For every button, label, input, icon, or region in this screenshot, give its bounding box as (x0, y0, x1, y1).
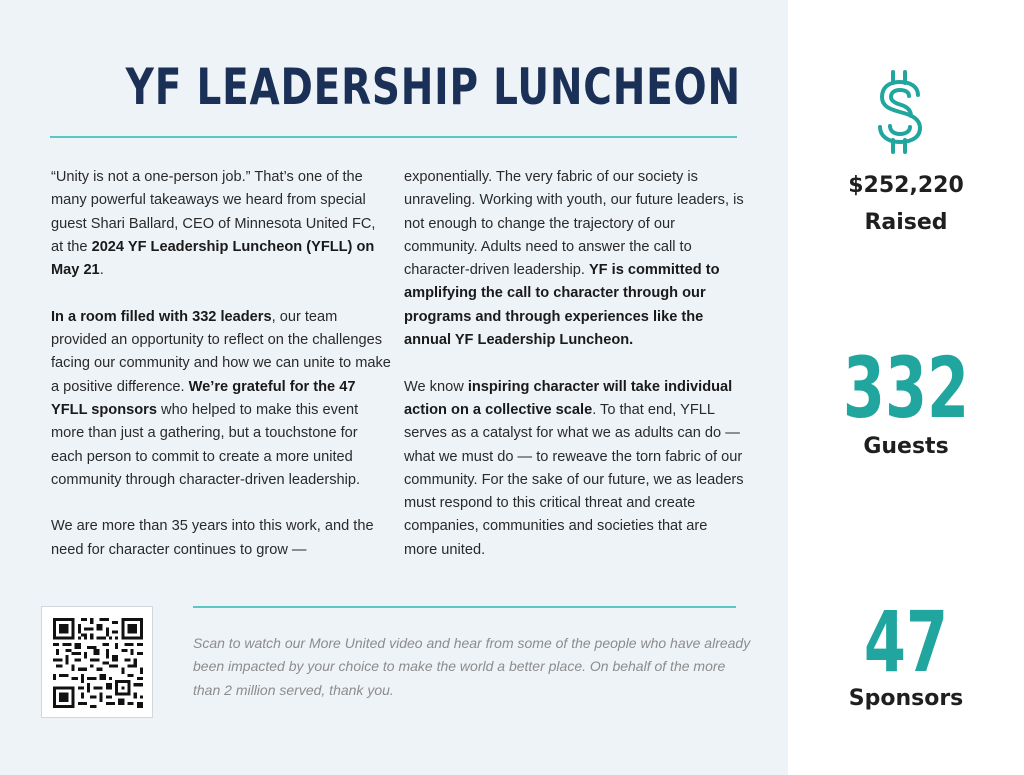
guests-label: Guests (863, 434, 949, 459)
footer-divider (193, 606, 736, 608)
text-run: , our team provided an opportunity to reflect on the challenges facing our community and how we can unite to make a positive difference. (51, 308, 391, 395)
bold-text-run: inspiring character will take individual action on a collective scale (404, 378, 733, 418)
text-run: . (99, 262, 104, 279)
sponsors-label: Sponsors (848, 686, 964, 711)
bold-text-run: YF is committed to amplifying the call to character through our programs and through experiences like the annual YF Leadership Luncheon. (404, 262, 720, 349)
text-column-right (404, 166, 744, 585)
dollar-sign-icon (874, 68, 926, 156)
text-run: . To that end, YFLL serves as a catalyst for what we as adults can do — what we must do — to reweave the torn fabric of our community. For the sake of our future, we as leaders must respond to this critical threat and create companies, communities and societies that are more united. (404, 401, 744, 558)
guests-count: 332 (842, 339, 970, 437)
text-run: “Unity is not a one-person job.” That’s one of the many powerful takeaways we heard from special guest Shari Ballard, CEO of Minnesota United FC, at the (51, 169, 376, 255)
text-run: We are more than 35 years into this work, and the need for character continues to grow — (51, 518, 374, 558)
sponsors-count: 47 (863, 593, 949, 691)
page-title: YF LEADERSHIP LUNCHEON (125, 58, 741, 116)
qr-code-icon (53, 618, 143, 708)
text-column-left (51, 166, 391, 585)
paragraph (404, 166, 744, 352)
text-run: who helped to make this event more than just a gathering, but a touchstone for each person to commit to create a more united community through character-driven leadership. (51, 401, 361, 488)
paragraph (51, 306, 391, 492)
text-run: exponentially. The very fabric of our society is unraveling. Working with youth, our future leaders, is not enough to change the trajectory of our community. Adults need to answer the call to character-driven leadership. (404, 169, 744, 279)
bold-text-run: We’re grateful for the 47 YFLL sponsors (51, 378, 356, 418)
title-divider (50, 136, 737, 138)
paragraph (404, 376, 744, 562)
raised-label: Raised (864, 210, 948, 235)
text-run: We know (404, 378, 468, 395)
paragraph (51, 515, 391, 562)
bold-text-run: In a room filled with 332 leaders (51, 308, 272, 325)
qr-code[interactable] (41, 606, 153, 718)
paragraph (51, 166, 391, 282)
bold-text-run: 2024 YF Leadership Luncheon (YFLL) on May 21 (51, 238, 375, 279)
raised-amount: $252,220 (848, 173, 964, 198)
scan-caption: Scan to watch our More United video and hear from some of the people who have already been impacted by your choice to make the world a better place. On behalf of the more than 2 million served, thank you. (193, 635, 751, 698)
